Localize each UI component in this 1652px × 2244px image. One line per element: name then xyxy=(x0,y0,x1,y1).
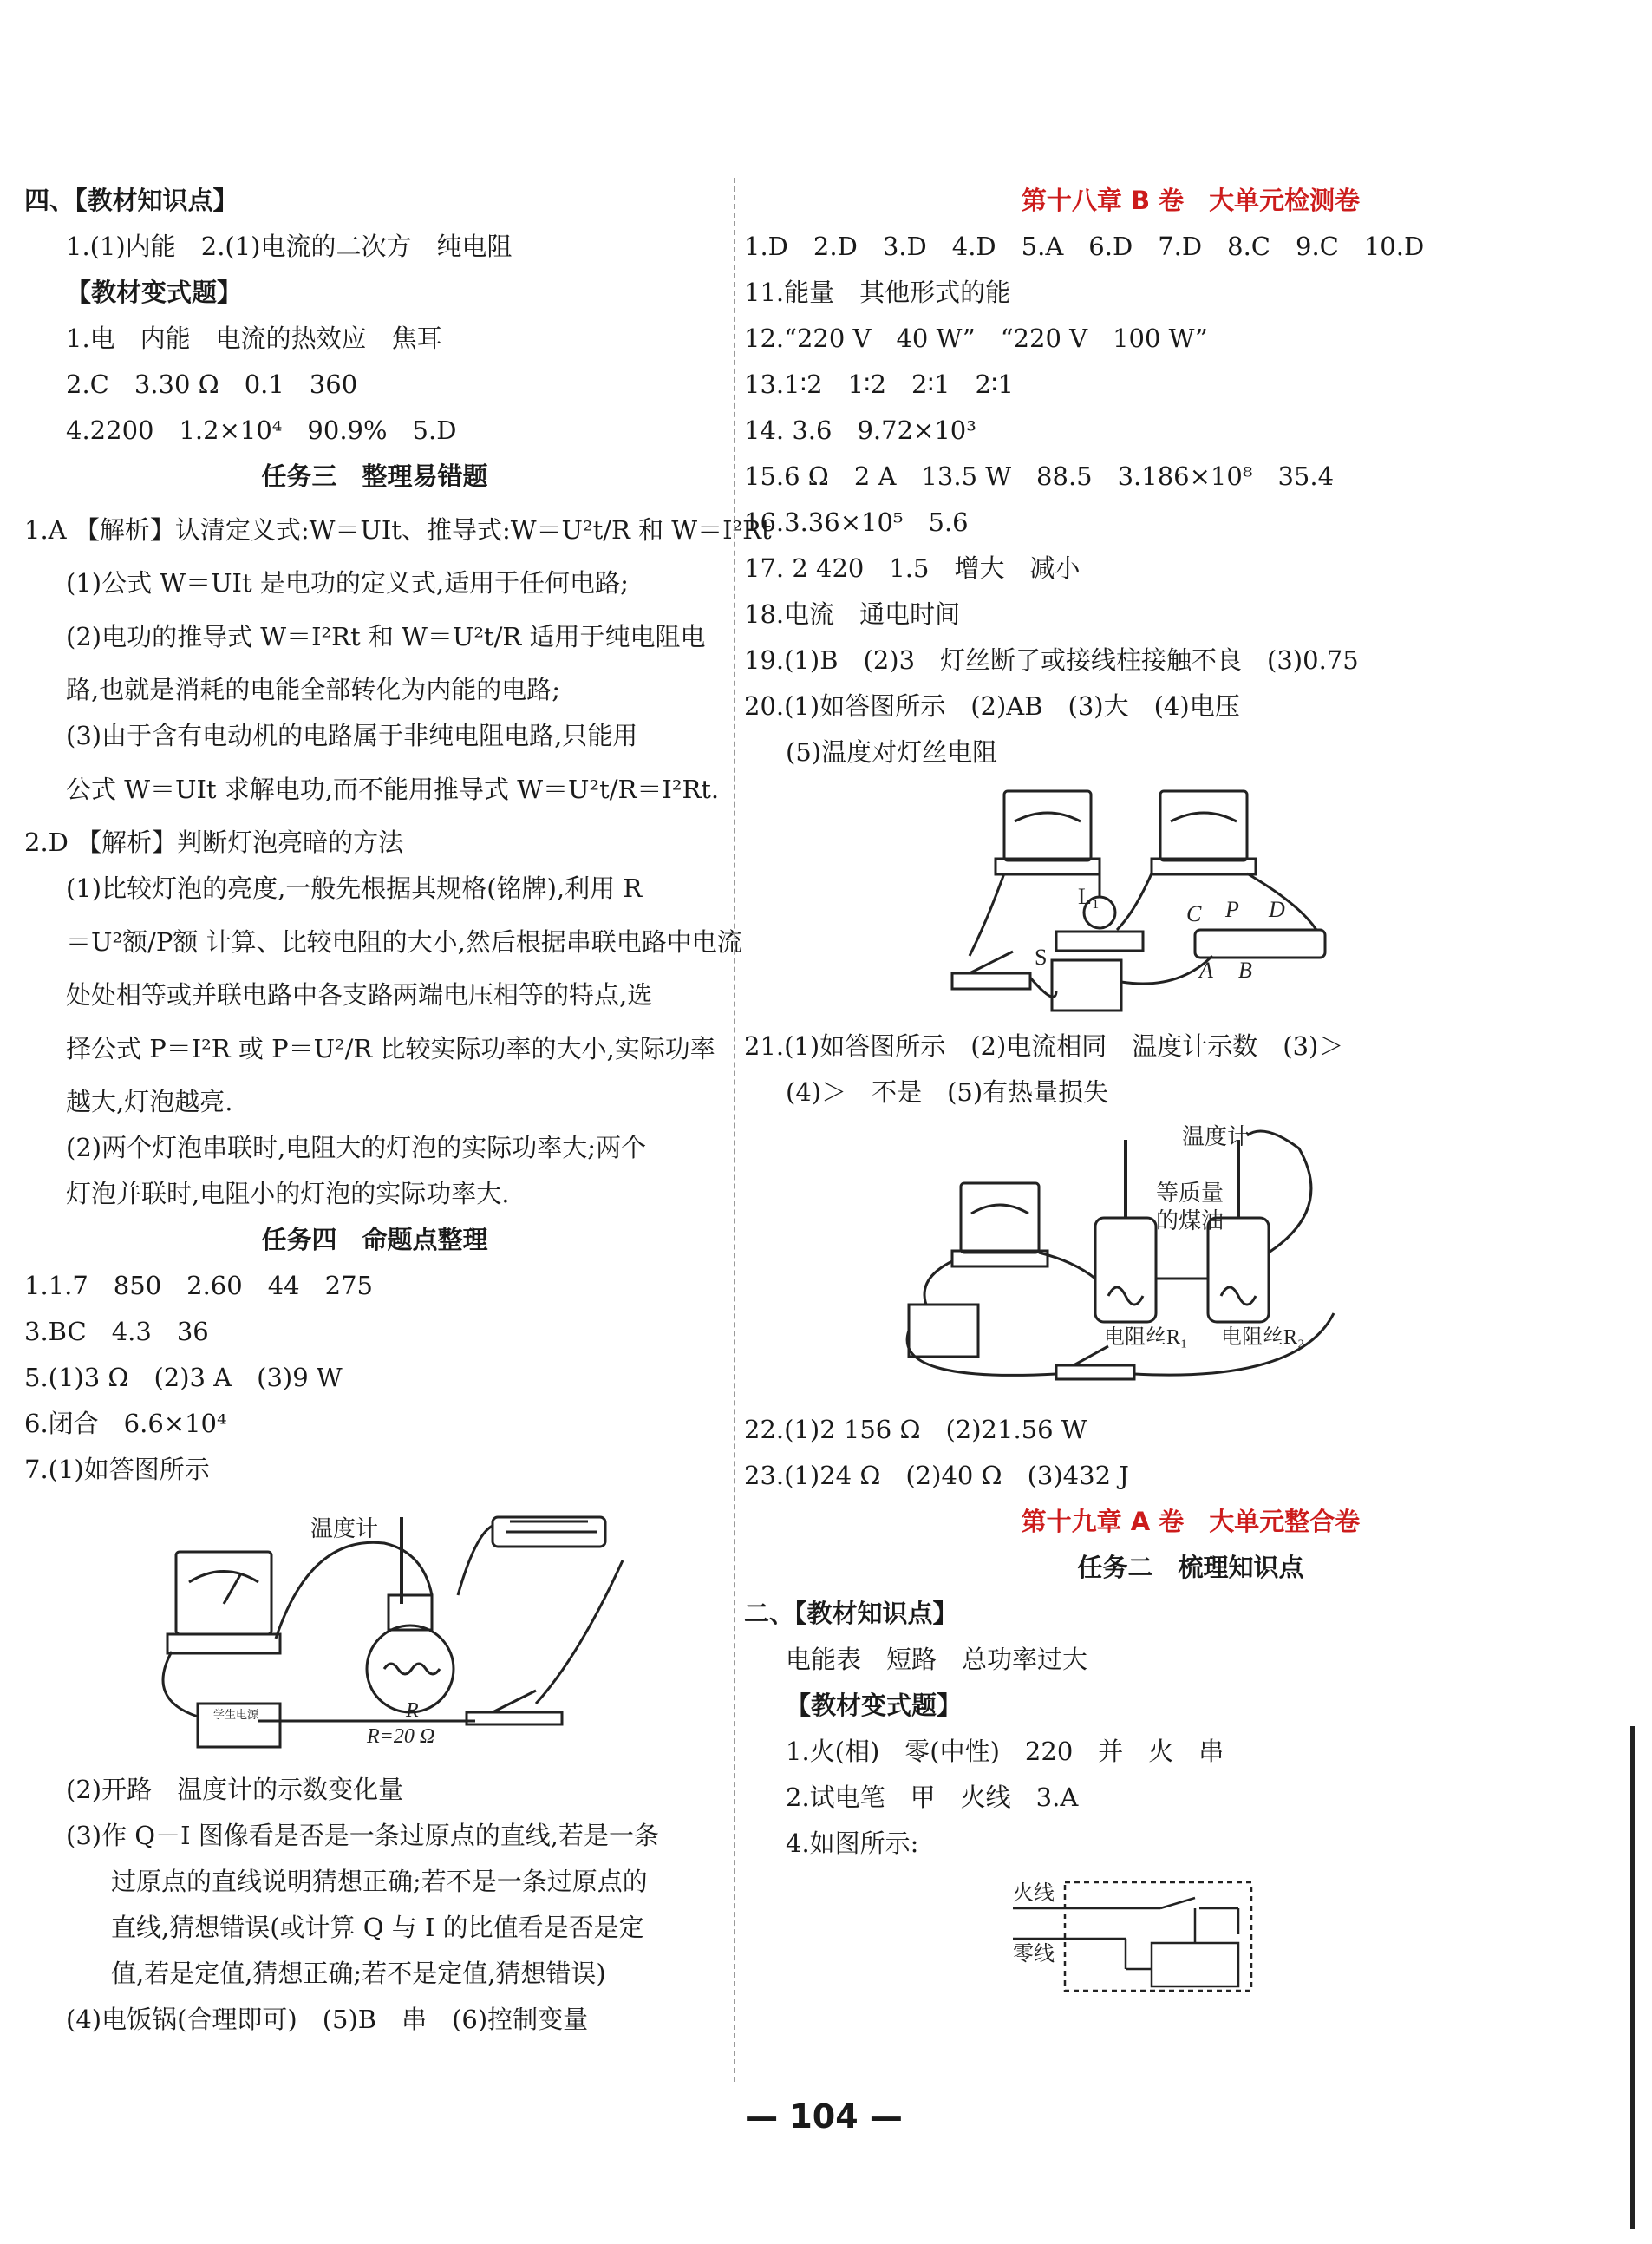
answer-line: (2)开路 温度计的示数变化量 xyxy=(66,1775,404,1804)
voltmeter-icon xyxy=(1004,791,1091,860)
rheostat-icon xyxy=(1195,930,1325,958)
column-divider xyxy=(734,178,735,2082)
task-title: 任务二 梳理知识点 xyxy=(1077,1553,1304,1582)
answer-line: 1.(1)内能 2.(1)电流的二次方 纯电阻 xyxy=(66,232,513,261)
neutral-wire-label: 零线 xyxy=(1013,1943,1055,1966)
answer-line: 电能表 短路 总功率过大 xyxy=(786,1645,1088,1674)
answer-line: 14. 3.6 9.72×10³ xyxy=(744,415,976,445)
answer-line: 16.3.36×10⁵ 5.6 xyxy=(744,507,969,537)
joule-heating-figure xyxy=(744,1122,1637,1400)
answer-line: 1.D 2.D 3.D 4.D 5.A 6.D 7.D 8.C 9.C 10.D xyxy=(744,232,1425,261)
ammeter-icon xyxy=(961,1183,1039,1253)
battery-icon xyxy=(909,1305,978,1357)
answer-line: 1.1.7 850 2.60 44 275 xyxy=(24,1271,373,1300)
task-title: 任务三 整理易错题 xyxy=(261,461,488,491)
answer-line: ＝U²额/P额 计算、比较电阻的大小,然后根据串联电路中电流 xyxy=(66,927,742,957)
answer-line: (3)由于含有电动机的电路属于非纯电阻电路,只能用 xyxy=(66,721,638,750)
answer-line: 15.6 Ω 2 A 13.5 W 88.5 3.186×10⁸ 35.4 xyxy=(744,461,1335,491)
section-heading: 【教材变式题】 xyxy=(66,278,243,307)
answer-line: 18.电流 通电时间 xyxy=(744,599,961,629)
answer-line: 过原点的直线说明猜想正确;若不是一条过原点的 xyxy=(111,1867,648,1896)
answer-line: 1.A 【解析】认清定义式:W＝UIt、推导式:W＝U²t/R 和 W＝I²Rt xyxy=(24,515,772,545)
answer-line: (1)公式 W＝UIt 是电功的定义式,适用于任何电路; xyxy=(66,568,629,598)
resistor-r1-label: 电阻丝R₁ xyxy=(1104,1326,1188,1349)
answer-line: 11.能量 其他形式的能 xyxy=(744,278,1011,307)
answer-line: 4.2200 1.2×10⁴ 90.9% 5.D xyxy=(66,415,457,445)
answer-line: (4)＞ 不是 (5)有热量损失 xyxy=(786,1077,1109,1107)
answer-line: 6.闭合 6.6×10⁴ xyxy=(24,1409,227,1438)
terminal-b-label: B xyxy=(1238,958,1252,983)
answer-line: 4.如图所示: xyxy=(786,1829,919,1858)
answer-line: 12.“220 V 40 W” “220 V 100 W” xyxy=(744,324,1208,353)
household-wiring-figure xyxy=(744,1874,1637,1995)
answer-line: 13.1∶2 1∶2 2∶1 2∶1 xyxy=(744,370,1014,399)
scan-edge xyxy=(1630,1726,1635,2229)
section-heading: 四、【教材知识点】 xyxy=(24,186,238,215)
answer-line: 7.(1)如答图所示 xyxy=(24,1455,210,1484)
answer-line: 灯泡并联时,电阻小的灯泡的实际功率大. xyxy=(66,1179,510,1208)
resistance-label: R=20 Ω xyxy=(367,1725,435,1748)
task-title: 任务四 命题点整理 xyxy=(261,1225,488,1254)
answer-line: 17. 2 420 1.5 增大 减小 xyxy=(744,553,1081,583)
answer-line: 2.试电笔 甲 火线 3.A xyxy=(786,1783,1079,1812)
answer-line: 越大,灯泡越亮. xyxy=(66,1087,233,1116)
answer-line: (3)作 Q－I 图像看是否是一条过原点的直线,若是一条 xyxy=(66,1821,659,1850)
psu-label: 学生电源 xyxy=(213,1709,259,1722)
terminal-d-label: D xyxy=(1269,897,1285,922)
section-heading: 【教材变式题】 xyxy=(786,1691,963,1720)
answer-line: 23.(1)24 Ω (2)40 Ω (3)432 J xyxy=(744,1461,1129,1490)
answer-line: 处处相等或并联电路中各支路两端电压相等的特点,选 xyxy=(66,980,653,1010)
switch-icon xyxy=(1056,1365,1134,1379)
answer-line: 19.(1)B (2)3 灯丝断了或接线柱接触不良 (3)0.75 xyxy=(744,645,1359,675)
terminal-c-label: C xyxy=(1186,901,1202,926)
answer-line: 路,也就是消耗的电能全部转化为内能的电路; xyxy=(66,675,560,704)
answer-line: (2)两个灯泡串联时,电阻大的灯泡的实际功率大;两个 xyxy=(66,1133,647,1162)
answer-line: (4)电饭锅(合理即可) (5)B 串 (6)控制变量 xyxy=(66,2005,589,2034)
right-column xyxy=(744,178,1637,2002)
heating-circuit-figure xyxy=(24,1500,725,1760)
chapter-title: 第十八章 B 卷 大单元检测卷 xyxy=(1021,186,1361,215)
answer-line: 直线,猜想错误(或计算 Q 与 I 的比值看是否是定 xyxy=(111,1913,644,1942)
chapter-title: 第十九章 A 卷 大单元整合卷 xyxy=(1021,1507,1361,1536)
socket-icon xyxy=(1152,1943,1238,1986)
page-number: — 104 — xyxy=(745,2097,903,2136)
answer-line: 值,若是定值,猜想正确;若不是定值,猜想错误) xyxy=(111,1959,606,1988)
answer-line: 20.(1)如答图所示 (2)AB (3)大 (4)电压 xyxy=(744,691,1240,721)
answer-line: (5)温度对灯丝电阻 xyxy=(786,737,998,767)
answer-line: 1.火(相) 零(中性) 220 并 火 串 xyxy=(786,1737,1224,1766)
thermometer-label: 温度计 xyxy=(310,1516,379,1541)
fire-wire-label: 火线 xyxy=(1013,1882,1055,1905)
battery-icon xyxy=(1052,960,1121,1011)
answer-line: (1)比较灯泡的亮度,一般先根据其规格(铭牌),利用 R xyxy=(66,873,643,903)
answer-line: 5.(1)3 Ω (2)3 A (3)9 W xyxy=(24,1363,343,1392)
lamp-label: L₁ xyxy=(1078,884,1100,909)
bottle-icon xyxy=(1095,1218,1156,1322)
ammeter-icon xyxy=(176,1552,271,1634)
answer-line: 2.C 3.30 Ω 0.1 360 xyxy=(66,370,358,399)
bottle-icon xyxy=(1208,1218,1269,1322)
thermometer-label: 温度计 xyxy=(1182,1124,1250,1149)
answer-line: 21.(1)如答图所示 (2)电流相同 温度计示数 (3)＞ xyxy=(744,1031,1344,1061)
answer-line: 22.(1)2 156 Ω (2)21.56 W xyxy=(744,1415,1087,1444)
switch-icon xyxy=(467,1712,562,1724)
resistor-label: R xyxy=(406,1699,419,1722)
answer-line: 3.BC 4.3 36 xyxy=(24,1317,209,1346)
section-heading: 二、【教材知识点】 xyxy=(744,1599,958,1628)
answer-line: 2.D 【解析】判断灯泡亮暗的方法 xyxy=(24,828,404,857)
oil-label: 等质量 xyxy=(1156,1181,1224,1206)
ammeter-icon xyxy=(1160,791,1247,860)
switch-icon xyxy=(952,973,1030,989)
oil-label-2: 的煤油 xyxy=(1156,1208,1224,1233)
lamp-circuit-figure xyxy=(744,782,1637,1017)
answer-line: 公式 W＝UIt 求解电功,而不能用推导式 W＝U²t/R＝I²Rt. xyxy=(66,775,720,804)
resistor-r2-label: 电阻丝R₂ xyxy=(1221,1326,1305,1349)
answer-line: (2)电功的推导式 W＝I²Rt 和 W＝U²t/R 适用于纯电阻电 xyxy=(66,622,706,651)
answer-line: 1.电 内能 电流的热效应 焦耳 xyxy=(66,324,442,353)
switch-label: S xyxy=(1035,945,1048,970)
slider-p-label: P xyxy=(1225,897,1239,922)
terminal-a-label: A xyxy=(1199,958,1213,983)
answer-line: 择公式 P＝I²R 或 P＝U²/R 比较实际功率的大小,实际功率 xyxy=(66,1034,715,1063)
left-column xyxy=(24,178,772,2043)
